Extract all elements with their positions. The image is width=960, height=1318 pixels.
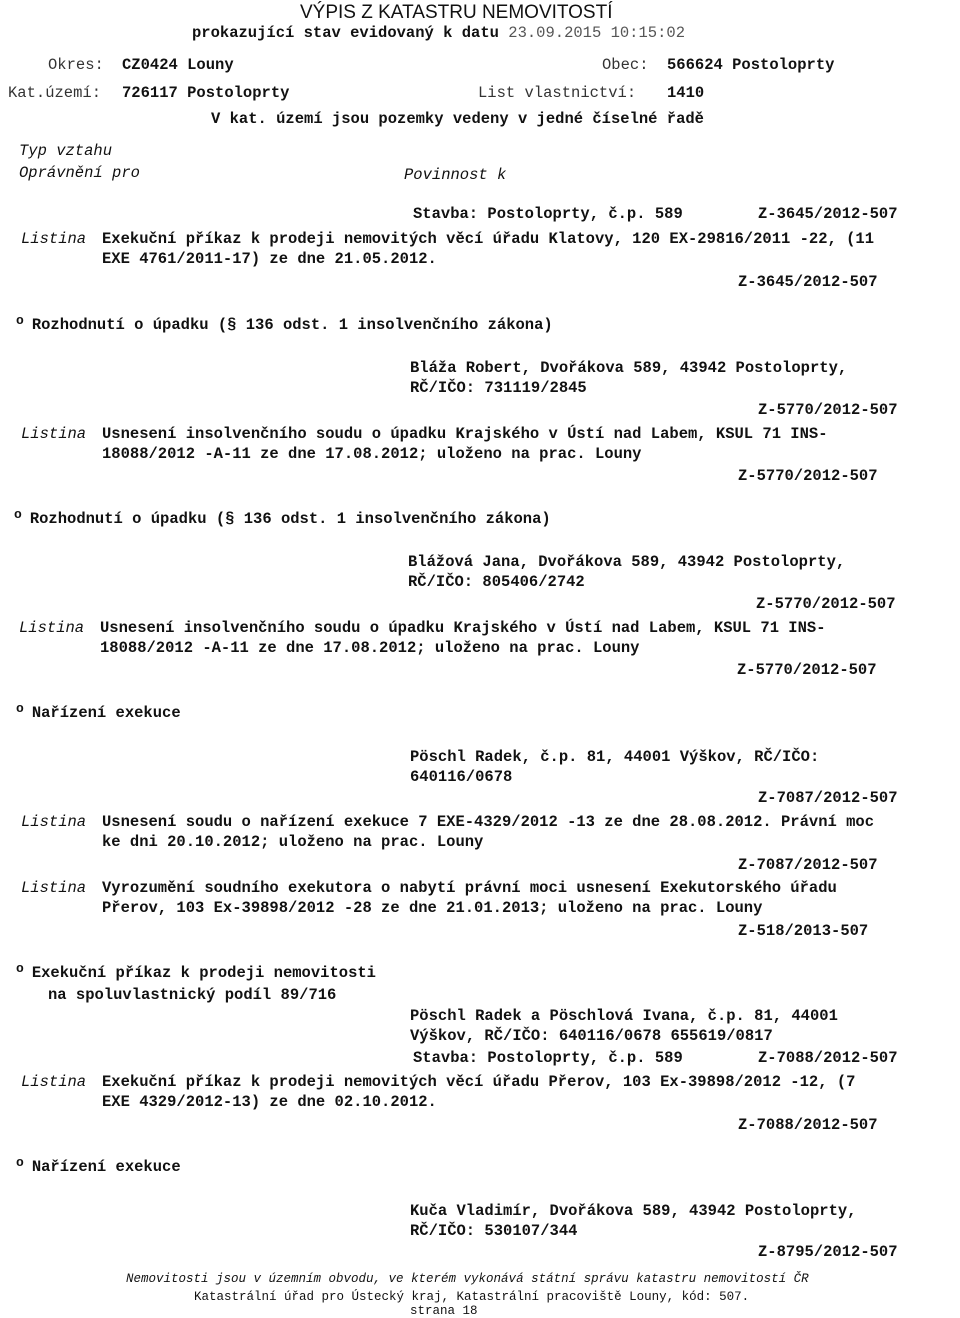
document-subtitle: prokazující stav evidovaný k datu 23.09.2015 10:15:02 bbox=[192, 24, 685, 42]
party-line1: Pöschl Radek a Pöschlová Ivana, č.p. 81, 44001 bbox=[410, 1007, 838, 1025]
list-value: 1410 bbox=[667, 84, 705, 102]
katuzemi-value: 726117 Postoloprty bbox=[122, 84, 290, 102]
obec-value: 566624 Postoloprty bbox=[667, 56, 835, 74]
listina-code: Z-3645/2012-507 bbox=[738, 273, 878, 291]
entry-title: $^o$ Rozhodnutí o úpadku (§ 136 odst. 1 insolvenčního zákona) bbox=[16, 313, 553, 334]
listina-text-line1: Usnesení insolvenčního soudu o úpadku Krajského v Ústí nad Labem, KSUL 71 INS- bbox=[100, 619, 826, 637]
listina-code: Z-7088/2012-507 bbox=[738, 1116, 878, 1134]
party-line1: Kuča Vladimír, Dvořákova 589, 43942 Postoloprty, bbox=[410, 1202, 857, 1220]
listina-text-line1: Usnesení soudu o nařízení exekuce 7 EXE-4329/2012 -13 ze dne 28.08.2012. Právní moc bbox=[102, 813, 875, 831]
listina-label: Listina bbox=[21, 230, 87, 248]
listina-code: Z-5770/2012-507 bbox=[738, 467, 878, 485]
listina-text-line2: EXE 4329/2012-13) ze dne 02.10.2012. bbox=[102, 1093, 437, 1111]
party-line2: Výškov, RČ/IČO: 640116/0678 655619/0817 bbox=[410, 1027, 773, 1045]
stavba-line: Stavba: Postoloprty, č.p. 589 bbox=[413, 205, 683, 223]
footer-line1: Nemovitosti jsou v územním obvodu, ve kterém vykonává státní správu katastru nemovitostí ČR bbox=[126, 1272, 809, 1286]
party-line2: 640116/0678 bbox=[410, 768, 513, 786]
party-code: Z-5770/2012-507 bbox=[756, 595, 896, 613]
listina-label: Listina bbox=[21, 425, 87, 443]
listina-code: Z-7087/2012-507 bbox=[738, 856, 878, 874]
listina-text-line2: EXE 4761/2011-17) ze dne 21.05.2012. bbox=[102, 250, 437, 268]
party-code: Z-5770/2012-507 bbox=[758, 401, 898, 419]
listina-label: Listina bbox=[21, 879, 87, 897]
stavba-code: Z-7088/2012-507 bbox=[758, 1049, 898, 1067]
party-line1: Pöschl Radek, č.p. 81, 44001 Výškov, RČ/IČO: bbox=[410, 748, 820, 766]
listina-text-line1: Usnesení insolvenčního soudu o úpadku Krajského v Ústí nad Labem, KSUL 71 INS- bbox=[102, 425, 828, 443]
listina-label: Listina bbox=[21, 813, 87, 831]
column-typ-vztahu: Typ vztahu bbox=[19, 142, 113, 160]
listina-text-line2: Přerov, 103 Ex-39898/2012 -28 ze dne 21.01.2013; uloženo na prac. Louny bbox=[102, 899, 763, 917]
okres-value: CZ0424 Louny bbox=[122, 56, 234, 74]
listina-text-line2: 18088/2012 -A-11 ze dne 17.08.2012; uloženo na prac. Louny bbox=[100, 639, 640, 657]
footer-line2: Katastrální úřad pro Ústecký kraj, Katastrální pracoviště Louny, kód: 507. bbox=[194, 1290, 750, 1304]
listina-code: Z-5770/2012-507 bbox=[737, 661, 877, 679]
party-line2: RČ/IČO: 805406/2742 bbox=[408, 573, 585, 591]
party-line1: Blážová Jana, Dvořákova 589, 43942 Postoloprty, bbox=[408, 553, 846, 571]
party-line2: RČ/IČO: 530107/344 bbox=[410, 1222, 578, 1240]
document-title: VÝPIS Z KATASTRU NEMOVITOSTÍ bbox=[300, 2, 613, 23]
obec-label: Obec: bbox=[602, 56, 649, 74]
column-povinnost-k: Povinnost k bbox=[404, 166, 507, 184]
listina-text-line2: ke dni 20.10.2012; uloženo na prac. Louny bbox=[102, 833, 484, 851]
okres-label: Okres: bbox=[48, 56, 104, 74]
entry-title: $^o$ Rozhodnutí o úpadku (§ 136 odst. 1 insolvenčního zákona) bbox=[14, 507, 551, 528]
listina-text-line1: Exekuční příkaz k prodeji nemovitých věcí úřadu Přerov, 103 Ex-39898/2012 -12, (7 bbox=[102, 1073, 856, 1091]
listina-text-line1: Exekuční příkaz k prodeji nemovitých věcí úřadu Klatovy, 120 EX-29816/2011 -22, (11 bbox=[102, 230, 875, 248]
entry-title: $^o$ Exekuční příkaz k prodeji nemovitosti bbox=[16, 961, 376, 982]
list-label: List vlastnictví: bbox=[478, 84, 637, 102]
party-line1: Bláža Robert, Dvořákova 589, 43942 Postoloprty, bbox=[410, 359, 848, 377]
listina-label: Listina bbox=[21, 1073, 87, 1091]
party-code: Z-7087/2012-507 bbox=[758, 789, 898, 807]
page-number: strana 18 bbox=[410, 1304, 478, 1318]
party-code: Z-8795/2012-507 bbox=[758, 1243, 898, 1261]
listina-text-line1: Vyrozumění soudního exekutora o nabytí právní moci usnesení Exekutorského úřadu bbox=[102, 879, 837, 897]
party-line2: RČ/IČO: 731119/2845 bbox=[410, 379, 587, 397]
cadastre-note: V kat. území jsou pozemky vedeny v jedné číselné řadě bbox=[211, 110, 704, 128]
entry-title: $^o$ Nařízení exekuce bbox=[16, 701, 181, 722]
stavba-line: Stavba: Postoloprty, č.p. 589 bbox=[413, 1049, 683, 1067]
katuzemi-label: Kat.území: bbox=[8, 84, 102, 102]
entry-title: $^o$ Nařízení exekuce bbox=[16, 1155, 181, 1176]
stavba-code: Z-3645/2012-507 bbox=[758, 205, 898, 223]
entry-title-line2: na spoluvlastnický podíl 89/716 bbox=[48, 986, 337, 1004]
listina-label: Listina bbox=[19, 619, 85, 637]
listina-text-line2: 18088/2012 -A-11 ze dne 17.08.2012; uloženo na prac. Louny bbox=[102, 445, 642, 463]
column-opravneni-pro: Oprávnění pro bbox=[19, 164, 140, 182]
listina-code: Z-518/2013-507 bbox=[738, 922, 869, 940]
